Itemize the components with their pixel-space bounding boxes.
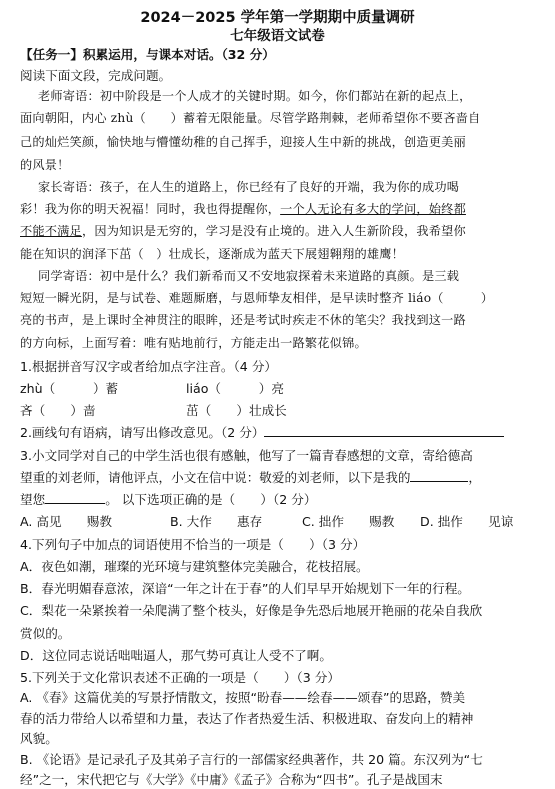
answer-blank	[45, 491, 105, 504]
question-5-stem: 5.下列关于文化常识表述不正确的一项是（ ）（3 分）	[20, 670, 340, 686]
parent-line-4: 能在知识的润泽下茁（ ）壮成长，逐渐成为蓝天下展翅翱翔的雄鹰！	[20, 246, 405, 261]
q1-item-zhuo: 茁（ ）壮成长	[186, 403, 287, 419]
parent-line-3	[0, 222, 555, 239]
q4-option-a: A．夜色如潮，璀璨的光环境与建筑整体完美融合，花枝招展。	[20, 558, 369, 574]
q3-option-c: C. 拙作 赐教	[302, 514, 395, 530]
question-3-line-1: 3.小文同学对自己的中学生活也很有感触，他写了一篇青春感想的文章，寄给德高	[20, 447, 473, 463]
question-2-stem: 2.画线句有语病，请写出修改意见。（2 分）	[20, 425, 265, 441]
classmate-line-1: 同学寄语：初中是什么？我们新希而又不安地寂探着未来道路的真颜。是三载	[38, 268, 460, 283]
parent-line-2	[0, 200, 555, 217]
exam-subtitle: 七年级语文试卷	[230, 28, 325, 45]
question-3-text: 望重的刘老师，请他评点，小文在信中说：敬爱的刘老师，以下是我的	[20, 469, 411, 485]
parent-line-2-text: 彩！我为你的明天祝福！同时，我也得提醒你，	[20, 202, 281, 217]
teacher-line-4: 的风景！	[20, 157, 70, 172]
classmate-line-2: 短短一瞬光阴，是与试卷、难题厮磨，与恩师挚友相伴，是早读时整齐 liáo（ ）	[20, 291, 494, 306]
teacher-line-1: 老师寄语：初中阶段是一个人成才的关键时期。如今，你们都站在新的起点上，	[38, 89, 472, 104]
q5-option-b-line-2: 经”之一，宋代把它与《大学》《中庸》《孟子》合称为“四书”。孔子是战国末	[20, 772, 443, 787]
classmate-line-4: 的方向标，上面写着：唯有贴地前行，方能走出一路繁花似锦。	[20, 335, 367, 350]
q5-option-a-line-3: 风貌。	[20, 731, 58, 747]
faulty-sentence-part-1: 一个人无论有多大的学问，始终都	[280, 202, 466, 217]
parent-line-3-text: ，因为知识是无穷的，学习是没有止境的。进入人生新阶段，我希望你	[81, 224, 466, 239]
q4-option-b: B．春光明媚春意浓，深谙“一年之计在于春”的人们早早开始规划下一年的行程。	[20, 581, 470, 597]
q5-option-b-line-1: B. 《论语》是记录孔子及其弟子言行的一部儒家经典著作，共 20 篇。东汉列为“七	[20, 751, 483, 767]
comma: ，	[468, 469, 481, 485]
parent-line-1: 家长寄语：孩子，在人生的道路上，你已经有了良好的开端，我为你的成功喝	[38, 179, 460, 194]
q1-item-lin: 吝（ ）啬	[20, 403, 96, 419]
question-4-stem: 4.下列句子中加点的词语使用不恰当的一项是（ ）（3 分）	[20, 536, 366, 552]
q3-option-b: B. 大作 惠存	[170, 514, 263, 530]
teacher-line-3: 己的灿烂笑颜，愉快地与懵懂幼稚的自己挥手，迎接人生中新的挑战，创造更美丽	[20, 135, 466, 150]
q4-option-d: D．这位同志说话咄咄逼人，那气势可真让人受不了啊。	[20, 647, 332, 663]
task-heading: 【任务一】积累运用，与课本对话。（32 分）	[20, 47, 275, 63]
reading-instruction: 阅读下面文段，完成问题。	[20, 67, 172, 83]
question-1-stem: 1.根据拼音写汉字或者给加点字注音。（4 分）	[20, 358, 278, 374]
question-3-text-2: 望您	[20, 492, 46, 508]
q3-option-d: D. 拙作 见谅	[420, 514, 514, 530]
q5-option-a-line-1: A. 《春》这篇优美的写景抒情散文，按照“盼春——绘春——颂春”的思路，赞美	[20, 690, 466, 706]
q4-option-c-line-1: C．梨花一朵紧挨着一朵爬满了整个枝头，好像是争先恐后地展开艳丽的花朵自我欣	[20, 603, 483, 619]
q5-option-a-line-2: 春的活力带给人以希望和力量，表达了作者热爱生活、积极进取、奋发向上的精神	[20, 710, 474, 726]
answer-blank	[264, 424, 504, 437]
question-3-line-2	[0, 467, 555, 486]
q4-option-c-line-2: 赏似的。	[20, 625, 71, 641]
q1-item-liao: liáo（ ）亮	[186, 381, 284, 396]
q1-item-zhu: zhù（ ）蓄	[20, 381, 119, 396]
teacher-line-2: 面向朝阳，内心 zhù（ ）蓄着无限能量。尽管学路荆棘，老师希望你不要吝啬自	[20, 111, 481, 126]
question-3-line-3	[0, 489, 555, 508]
question-2	[0, 422, 555, 441]
q3-option-a: A. 高见 赐教	[20, 514, 112, 530]
classmate-line-3: 亮的书声，是上课时全神贯注的眼眸，还是考试时疾走不休的笔尖？我找到这一路	[20, 313, 466, 328]
exam-title: 2024－2025 学年第一学期期中质量调研	[140, 9, 415, 26]
answer-blank	[410, 469, 468, 482]
question-3-text-3: 。 以下选项正确的是（ ）（2 分）	[105, 492, 317, 508]
faulty-sentence-part-2: 不能不满足	[20, 224, 82, 239]
